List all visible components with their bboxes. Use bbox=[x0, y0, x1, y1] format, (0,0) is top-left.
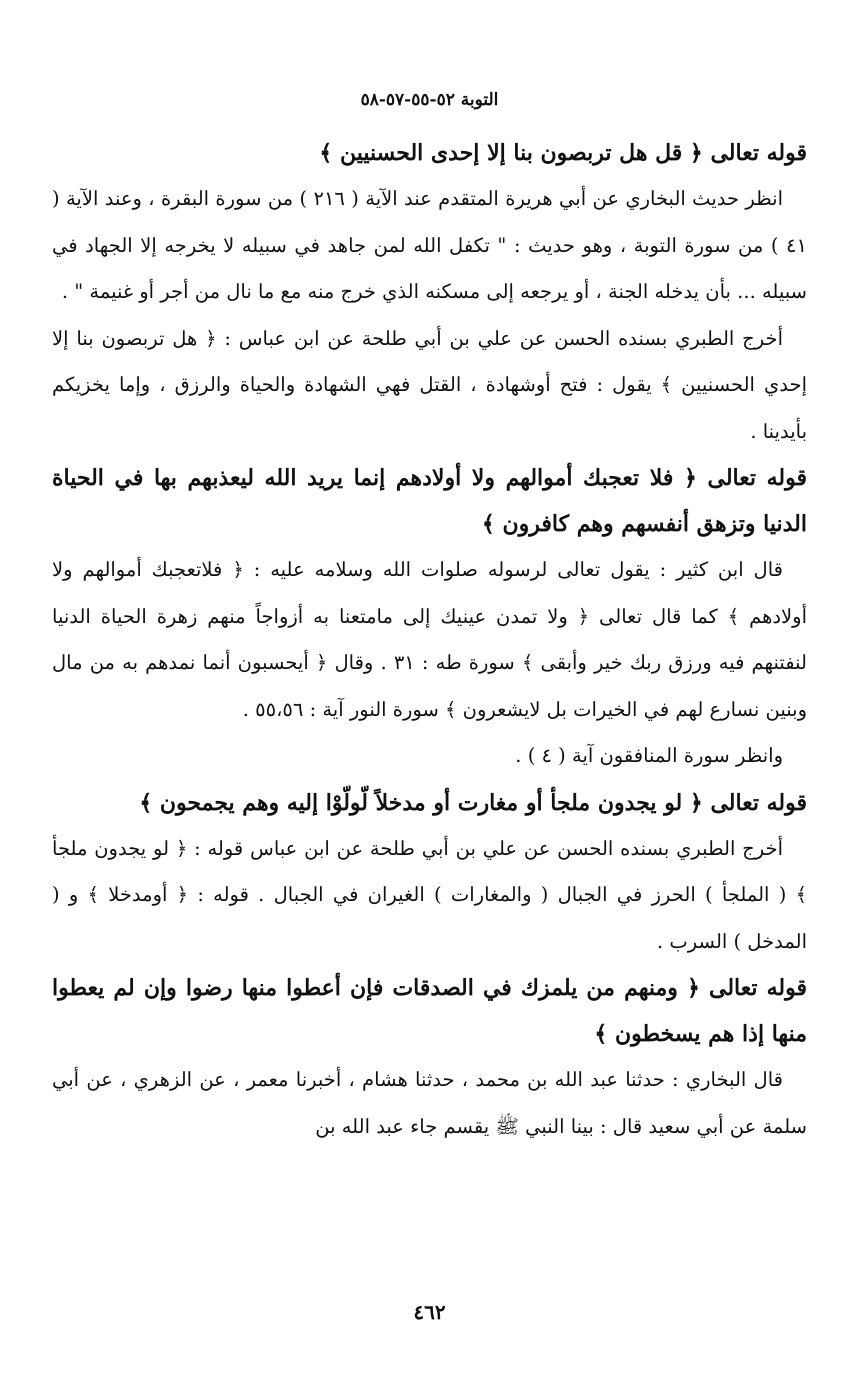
verse-heading: قوله تعالى ﴿ قل هل تربصون بنا إلا إحدى الحسنيين ﴾ bbox=[319, 140, 807, 166]
page-body bbox=[52, 130, 807, 1150]
paragraph: قال البخاري : حدثنا عبد الله بن محمد ، حدثنا هشام ، أخبرنا معمر ، عن الزهري ، عن أبي سلمة عن أبي سعيد قال : بينا النبي ﷺ يقسم جاء عبد الله بن bbox=[52, 1068, 807, 1138]
running-header: التوبة ٥٢-٥٥-٥٧-٥٨ bbox=[360, 90, 499, 110]
verse-heading: قوله تعالى ﴿ ومنهم من يلمزك في الصدقات فإن أعطوا منها رضوا وإن لم يعطوا منها إذا هم يسخطون ﴾ bbox=[52, 975, 807, 1047]
paragraph: أخرج الطبري بسنده الحسن عن علي بن أبي طلحة عن ابن عباس : ﴿ هل تربصون بنا إلا إحدي الحسنيين ﴾ يقول : فتح أوشهادة ، القتل فهي الشهادة والحياة والرزق ، وإما يخزيكم بأيدينا . bbox=[52, 326, 807, 443]
verse-heading: قوله تعالى ﴿ فلا تعجبك أموالهم ولا أولادهم إنما يريد الله ليعذبهم بها في الحياة الدنيا وتزهق أنفسهم وهم كافرون ﴾ bbox=[52, 465, 807, 537]
document-page bbox=[52, 0, 807, 1386]
paragraph: وانظر سورة المنافقون آية ( ٤ ) . bbox=[515, 744, 783, 767]
paragraph: قال ابن كثير : يقول تعالى لرسوله صلوات الله وسلامه عليه : ﴿ فلاتعجبك أموالهم ولا أولادهم ﴾ كما قال تعالى ﴿ ولا تمدن عينيك إلى مامتعنا به أزواجاً منهم زهرة الحياة الدنيا لنفتنهم فيه ورزق ربك خير وأبقى ﴾ سورة طه : ٣١ . وقال ﴿ أيحسبون أنما نمدهم به من مال وبنين نسارع لهم في الخيرات بل لايشعرون ﴾ سورة النور آية : ٥٥،٥٦ . bbox=[52, 558, 807, 721]
paragraph: انظر حديث البخاري عن أبي هريرة المتقدم عند الآية ( ٢١٦ ) من سورة البقرة ، وعند الآية ( ٤١ ) من سورة التوبة ، وهو حديث : " تكفل الله لمن جاهد في سبيله لا يخرجه إلا الجهاد في سبيله ... بأن يدخله الجنة ، أو يرجعه إلى مسكنه الذي خرج منه مع ما نال من أجر أو غنيمة " . bbox=[52, 187, 807, 303]
page-number: ٤٦٢ bbox=[413, 1300, 446, 1324]
paragraph: أخرج الطبري بسنده الحسن عن علي بن أبي طلحة عن ابن عباس قوله : ﴿ لو يجدون ملجأ ﴾ ( الملجأ ) الحرز في الجبال ( والمغارات ) الغيران في الجبال . قوله : ﴿ أومدخلا ﴾ و ( المدخل ) السرب . bbox=[52, 836, 807, 953]
verse-heading: قوله تعالى ﴿ لو يجدون ملجأ أو مغارت أو مدخلاً لّولّوْا إليه وهم يجمحون ﴾ bbox=[139, 789, 807, 816]
